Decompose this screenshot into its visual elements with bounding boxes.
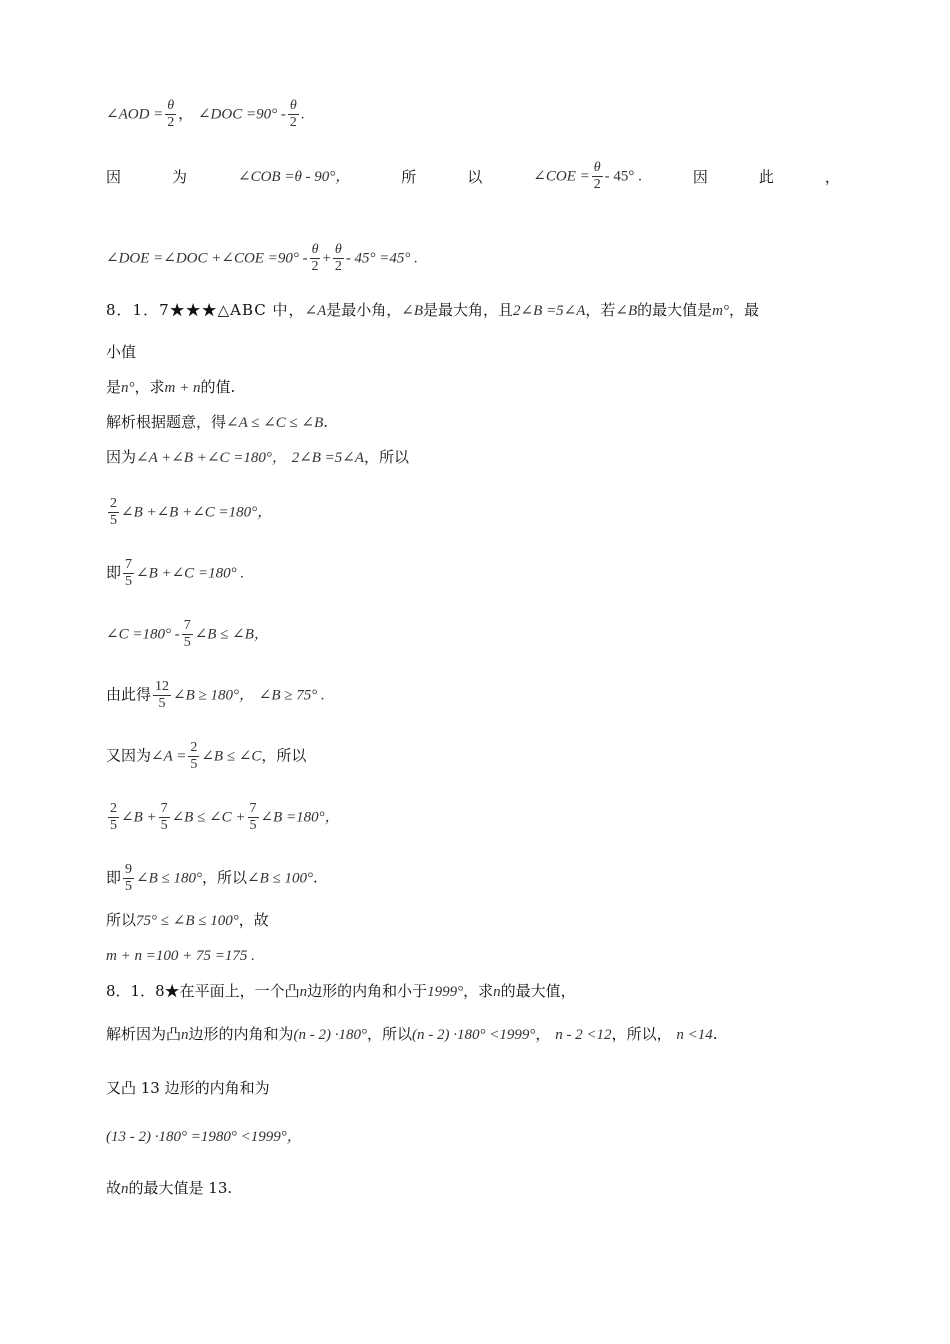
fraction: $\frac{\theta}{2}$ xyxy=(289,98,297,130)
conclusion: 故n的最大值是 13. xyxy=(106,1179,233,1197)
math-cob: ∠COB =θ - 90°， xyxy=(238,168,351,185)
equation-9: m + n =100 + 75 =175 . xyxy=(106,948,255,964)
equation-2: 即 $\frac{7}{5}$ ∠B +∠C =180° . xyxy=(106,557,245,589)
problem-8-1-7: 8．1．7★★★△ABC 中，∠A是最小角，∠B是最大角，且2∠B =5∠A，若∠B的最大值是m°，最 xyxy=(106,301,760,319)
fraction: $\frac{\theta}{2}$ xyxy=(167,98,175,130)
equation-8: 所以75° ≤ ∠B ≤ 100°，故 xyxy=(106,911,269,929)
equation-6: $\frac{2}{5}$ ∠B + $\frac{7}{5}$ ∠B ≤ ∠C + $\frac{7}{5}$ ∠B =180°， xyxy=(110,801,340,833)
equation-7: 即 $\frac{9}{5}$ ∠B ≤ 180°，所以∠B ≤ 100°. xyxy=(106,862,318,894)
problem-8-1-8: 8．1．8★在平面上，一个凸n边形的内角和小于1999°，求n的最大值， xyxy=(106,982,576,1000)
solution-line-1: 解析根据题意，得∠A ≤ ∠C ≤ ∠B. xyxy=(106,413,329,431)
solution-line-2: 因为∠A +∠B +∠C =180°， 2∠B =5∠A，所以 xyxy=(106,448,410,466)
equation-4: 由此得 $\frac{12}{5}$ ∠B ≥ 180°， ∠B ≥ 75° . xyxy=(106,679,325,711)
line-doe: ∠DOE =∠DOC +∠COE =90° - $\frac{\theta}{2}$ + $\frac{\theta}{2}$ - 45° =45° . xyxy=(106,242,418,274)
solution-8-1-8: 解析因为凸n边形的内角和为(n - 2) ·180°，所以(n - 2) ·180° <1999°， n - 2 <12，所以， n <14. xyxy=(106,1025,718,1043)
equation-1: $\frac{2}{5}$ ∠B +∠B +∠C =180°， xyxy=(110,496,273,528)
equation-3: ∠C =180° - $\frac{7}{5}$ ∠B ≤ ∠B， xyxy=(106,618,269,650)
problem-ask: 是n°，求m + n的值. xyxy=(106,378,236,396)
solution-line-4: 又凸 13 边形的内角和为 xyxy=(106,1079,270,1097)
line-cob: 因 为 ∠COB =θ - 90°， 所 以 ∠COE = $\frac{\theta}{2}$ - 45° . 因 此 ， xyxy=(106,160,840,192)
problem-continued: 小值 xyxy=(106,343,137,361)
math-doc: ∠DOC =90° - xyxy=(197,106,286,123)
equation-10: (13 - 2) ·180° =1980° <1999°， xyxy=(106,1129,302,1145)
line-aod: ∠AOD = $\frac{\theta}{2}$ ， ∠DOC =90° - $\frac{\theta}{2}$ . xyxy=(106,98,305,130)
math-coe: ∠COE = $\frac{\theta}{2}$ - 45° . xyxy=(533,160,642,192)
equation-5: 又因为∠A = $\frac{2}{5}$ ∠B ≤ ∠C，所以 xyxy=(106,740,307,772)
math-aod: ∠AOD = xyxy=(106,106,164,123)
